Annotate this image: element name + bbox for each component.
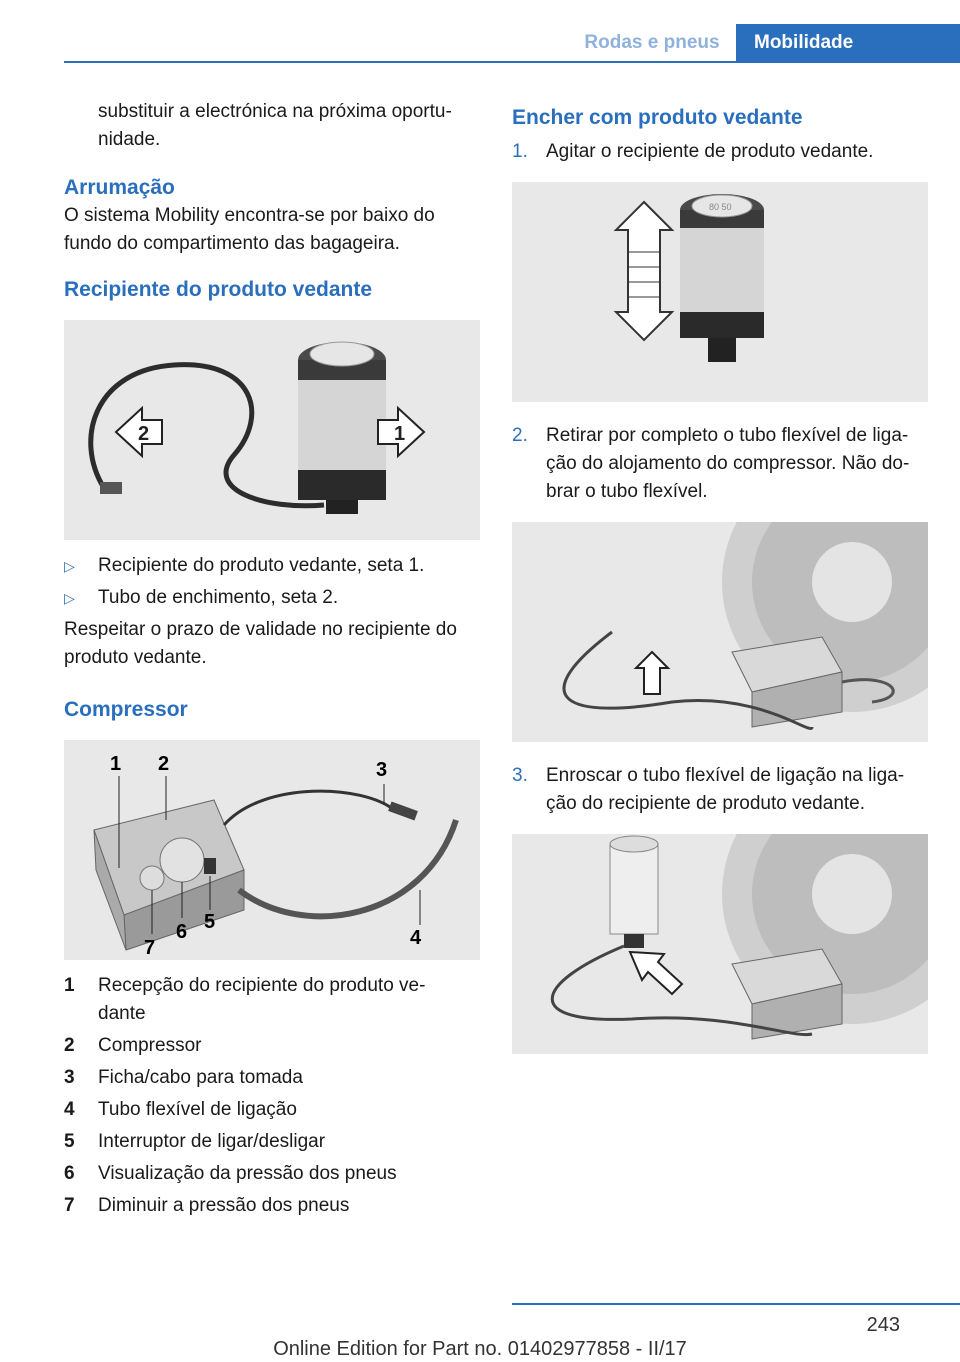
compressor-label: 1	[110, 753, 122, 775]
shake-container-figure	[512, 182, 928, 402]
sealant-container-figure	[64, 320, 480, 540]
footer-rule	[512, 1303, 960, 1305]
legend-item: 4 Tubo flexível de ligação	[64, 1099, 297, 1120]
compressor-label: 7	[144, 937, 156, 959]
legend-item: 1 Recepção do recipiente do produto ve‐ dante	[64, 975, 426, 1024]
compressor-heading: Compressor	[64, 698, 188, 721]
compressor-label: 2	[158, 753, 170, 775]
intro-text: substituir a electrónica na próxima oportu‐ nidade.	[98, 101, 452, 150]
fill-heading: Encher com produto vedante	[512, 106, 803, 129]
container-heading: Recipiente do produto vedante	[64, 278, 373, 301]
remove-hose-figure	[512, 522, 928, 742]
bullet-text: Tubo de enchimento, seta 2.	[98, 587, 339, 608]
bullet-item	[64, 584, 480, 612]
header-chapter-tab: Mobilidade	[736, 24, 960, 62]
step-item: 1. Agitar o recipiente de produto vedante.	[512, 141, 874, 162]
page-number: 243	[866, 1314, 900, 1336]
step-item: 2. Retirar por completo o tubo flexível de liga‐ ção do alojamento do compressor. Não do‐ brar o tubo flexível.	[512, 425, 910, 502]
compressor-label: 6	[176, 921, 188, 943]
fig-label-1: 1	[394, 423, 406, 445]
compressor-label: 5	[204, 911, 216, 933]
legend-item: 5 Interruptor de ligar/desligar	[64, 1131, 326, 1152]
bullet-text: Recipiente do produto vedante, seta 1.	[98, 555, 425, 576]
connect-hose-figure	[512, 834, 928, 1054]
compressor-label: 4	[410, 927, 422, 949]
left-column	[64, 98, 480, 1220]
header-rule	[64, 61, 960, 63]
legend-item: 7 Diminuir a pressão dos pneus	[64, 1195, 350, 1216]
bullet-item	[64, 552, 480, 580]
legend-item: 6 Visualização da pressão dos pneus	[64, 1163, 397, 1184]
compressor-legend	[64, 972, 480, 1220]
expiry-note: Respeitar o prazo de validade no recipiente do produto vedante.	[64, 619, 457, 668]
storage-text: O sistema Mobility encontra-se por baixo do fundo do compartimento das bagageira.	[64, 205, 435, 254]
compressor-figure	[64, 740, 480, 960]
step-item: 3. Enroscar o tubo flexível de ligação na liga‐ ção do recipiente de produto vedante.	[512, 765, 905, 814]
triangle-bullet-icon: ▷	[64, 558, 75, 574]
storage-heading: Arrumação	[64, 176, 175, 199]
right-column	[512, 98, 928, 1054]
header-section-tab: Rodas e pneus	[584, 32, 720, 53]
gauge-text: 80 50	[709, 202, 732, 212]
triangle-bullet-icon: ▷	[64, 590, 75, 606]
fig-label-2: 2	[138, 423, 150, 445]
footer-edition: Online Edition for Part no. 01402977858 - II/17	[273, 1338, 687, 1360]
legend-item: 2 Compressor	[64, 1035, 202, 1056]
legend-item: 3 Ficha/cabo para tomada	[64, 1067, 303, 1088]
compressor-label: 3	[376, 759, 388, 781]
